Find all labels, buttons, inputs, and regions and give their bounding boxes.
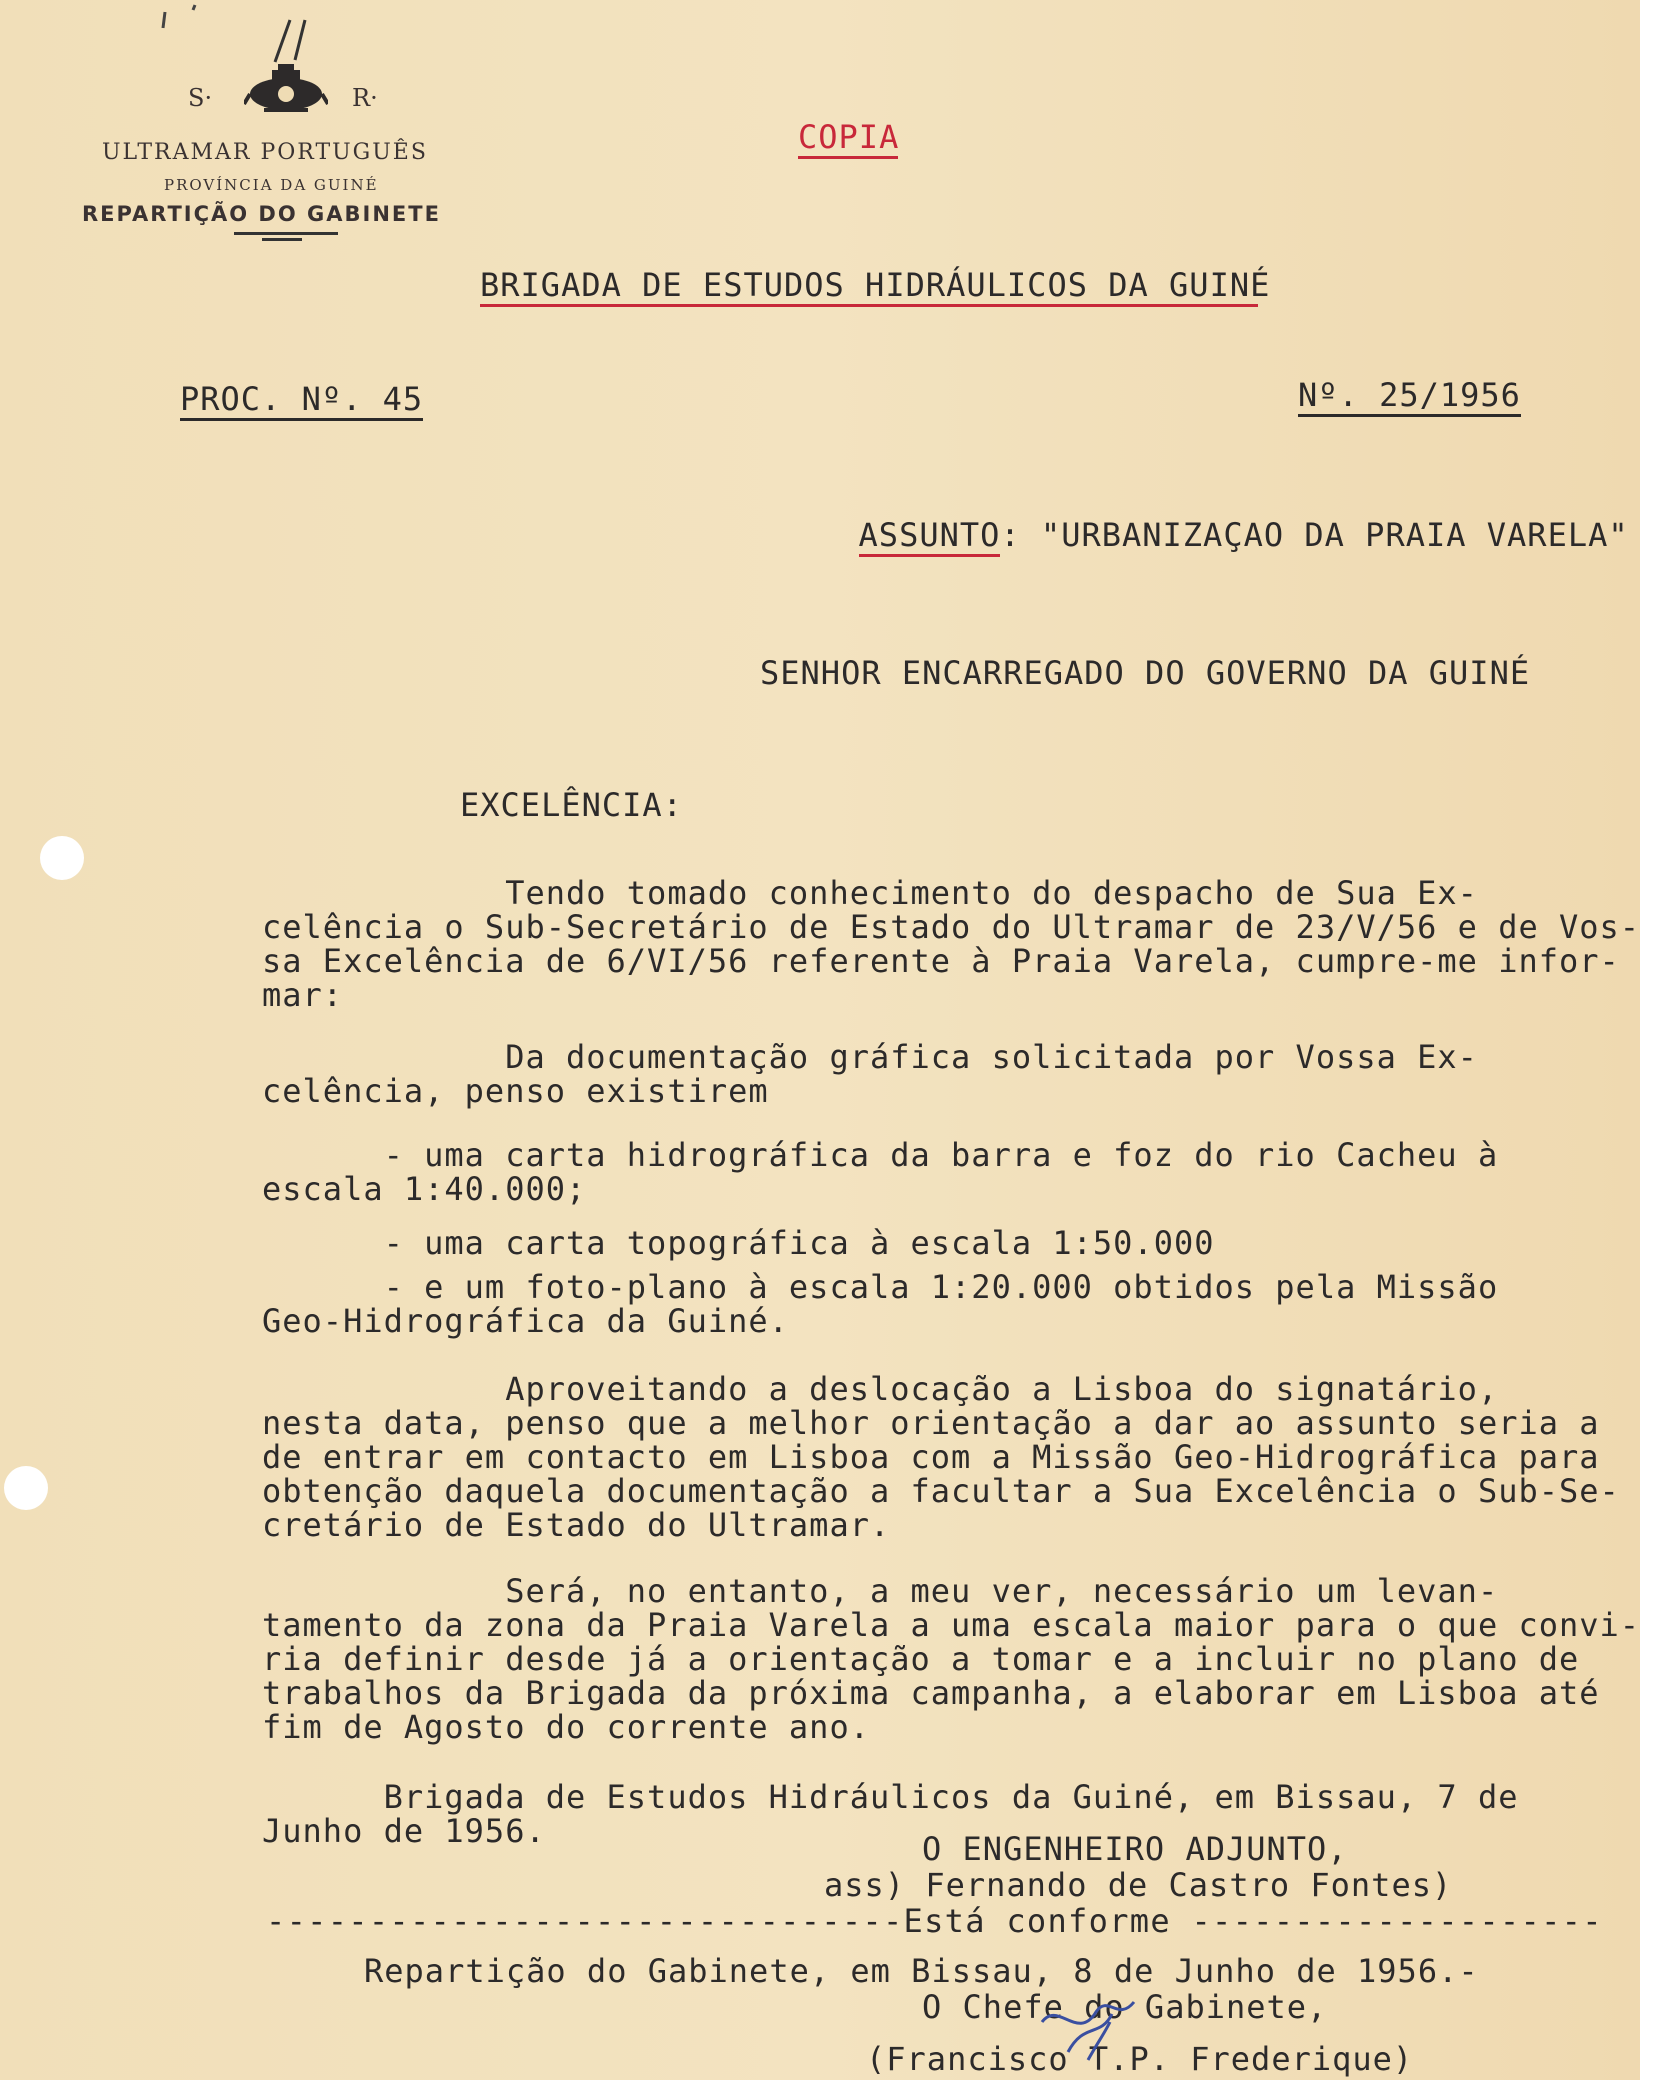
document-number: Nº. 25/1956	[1298, 376, 1521, 417]
conformity-line: -------------------------------Está conforme --------------------	[266, 1902, 1603, 1940]
list-item: - e um foto-plano à escala 1:20.000 obtidos pela Missão	[262, 1268, 1499, 1306]
closing-line: Junho de 1956.	[262, 1812, 546, 1850]
punch-hole-top	[40, 836, 84, 880]
page-edge	[1640, 0, 1664, 2080]
list-item: - uma carta hidrográfica da barra e foz do rio Cacheu à	[262, 1136, 1499, 1174]
signatory-name: ass) Fernando de Castro Fontes)	[824, 1866, 1453, 1904]
body-line: tamento da zona da Praia Varela a uma escala maior para o que convi-	[262, 1606, 1641, 1644]
list-item: - uma carta topográfica à escala 1:50.000	[262, 1224, 1215, 1262]
letterhead-left-letter: S·	[188, 84, 213, 112]
letterhead-province: PROVÍNCIA DA GUINÉ	[164, 176, 379, 194]
body-line: sa Excelência de 6/VI/56 referente à Praia Varela, cumpre-me infor-	[262, 942, 1620, 980]
addressee: SENHOR ENCARREGADO DO GOVERNO DA GUINÉ	[760, 654, 1531, 692]
certification-name: (Francisco T.P. Frederique)	[866, 2040, 1414, 2078]
subject-line	[818, 478, 1629, 554]
letterhead-right-letter: R·	[352, 84, 378, 112]
organization-underline	[480, 304, 1258, 307]
certification-title: O Chefe do Gabinete,	[922, 1988, 1328, 2026]
copy-stamp: COPIA	[798, 118, 900, 156]
letterhead-ministry: ULTRAMAR PORTUGUÊS	[102, 140, 428, 165]
body-line: ria definir desde já a orientação a tomar e a incluir no plano de	[262, 1640, 1580, 1678]
process-number: PROC. Nº. 45	[180, 380, 423, 421]
handwritten-initials-icon	[1038, 1982, 1148, 2062]
body-line: Tendo tomado conhecimento do despacho de Sua Ex-	[262, 874, 1478, 912]
list-item: escala 1:40.000;	[262, 1170, 587, 1208]
body-line: Da documentação gráfica solicitada por Vossa Ex-	[262, 1038, 1478, 1076]
body-line: celência, penso existirem	[262, 1072, 769, 1110]
certification-place-date: Repartição do Gabinete, em Bissau, 8 de Junho de 1956.-	[364, 1952, 1479, 1990]
organization-title: BRIGADA DE ESTUDOS HIDRÁULICOS DA GUINÉ	[480, 266, 1271, 304]
letterhead-rule-short	[262, 238, 302, 241]
punch-hole-bottom	[4, 1466, 48, 1510]
closing-line: Brigada de Estudos Hidráulicos da Guiné, em Bissau, 7 de	[262, 1778, 1519, 1816]
coat-of-arms-icon	[244, 64, 328, 120]
subject-text: : "URBANIZAÇAO DA PRAIA VARELA"	[1000, 516, 1629, 554]
body-line: Aproveitando a deslocação a Lisboa do signatário,	[262, 1370, 1499, 1408]
body-line: celência o Sub-Secretário de Estado do Ultramar de 23/V/56 e de Vos-	[262, 908, 1641, 946]
signatory-title: O ENGENHEIRO ADJUNTO,	[922, 1830, 1348, 1868]
salutation: EXCELÊNCIA:	[460, 786, 683, 824]
copy-stamp-underline	[798, 156, 898, 159]
body-line: de entrar em contacto em Lisboa com a Missão Geo-Hidrográfica para	[262, 1438, 1600, 1476]
body-line: trabalhos da Brigada da próxima campanha, a elaborar em Lisboa até	[262, 1674, 1600, 1712]
body-line: fim de Agosto do corrente ano.	[262, 1708, 870, 1746]
body-line: nesta data, penso que a melhor orientação a dar ao assunto seria a	[262, 1404, 1600, 1442]
body-line: cretário de Estado do Ultramar.	[262, 1506, 891, 1544]
body-line: mar:	[262, 976, 344, 1014]
subject-label: ASSUNTO	[859, 516, 1001, 557]
letterhead-rule	[234, 232, 338, 235]
list-item: Geo-Hidrográfica da Guiné.	[262, 1302, 789, 1340]
body-line: Será, no entanto, a meu ver, necessário um levan-	[262, 1572, 1499, 1610]
letterhead-department: REPARTIÇÃO DO GABINETE	[82, 202, 441, 226]
body-line: obtenção daquela documentação a facultar a Sua Excelência o Sub-Se-	[262, 1472, 1620, 1510]
